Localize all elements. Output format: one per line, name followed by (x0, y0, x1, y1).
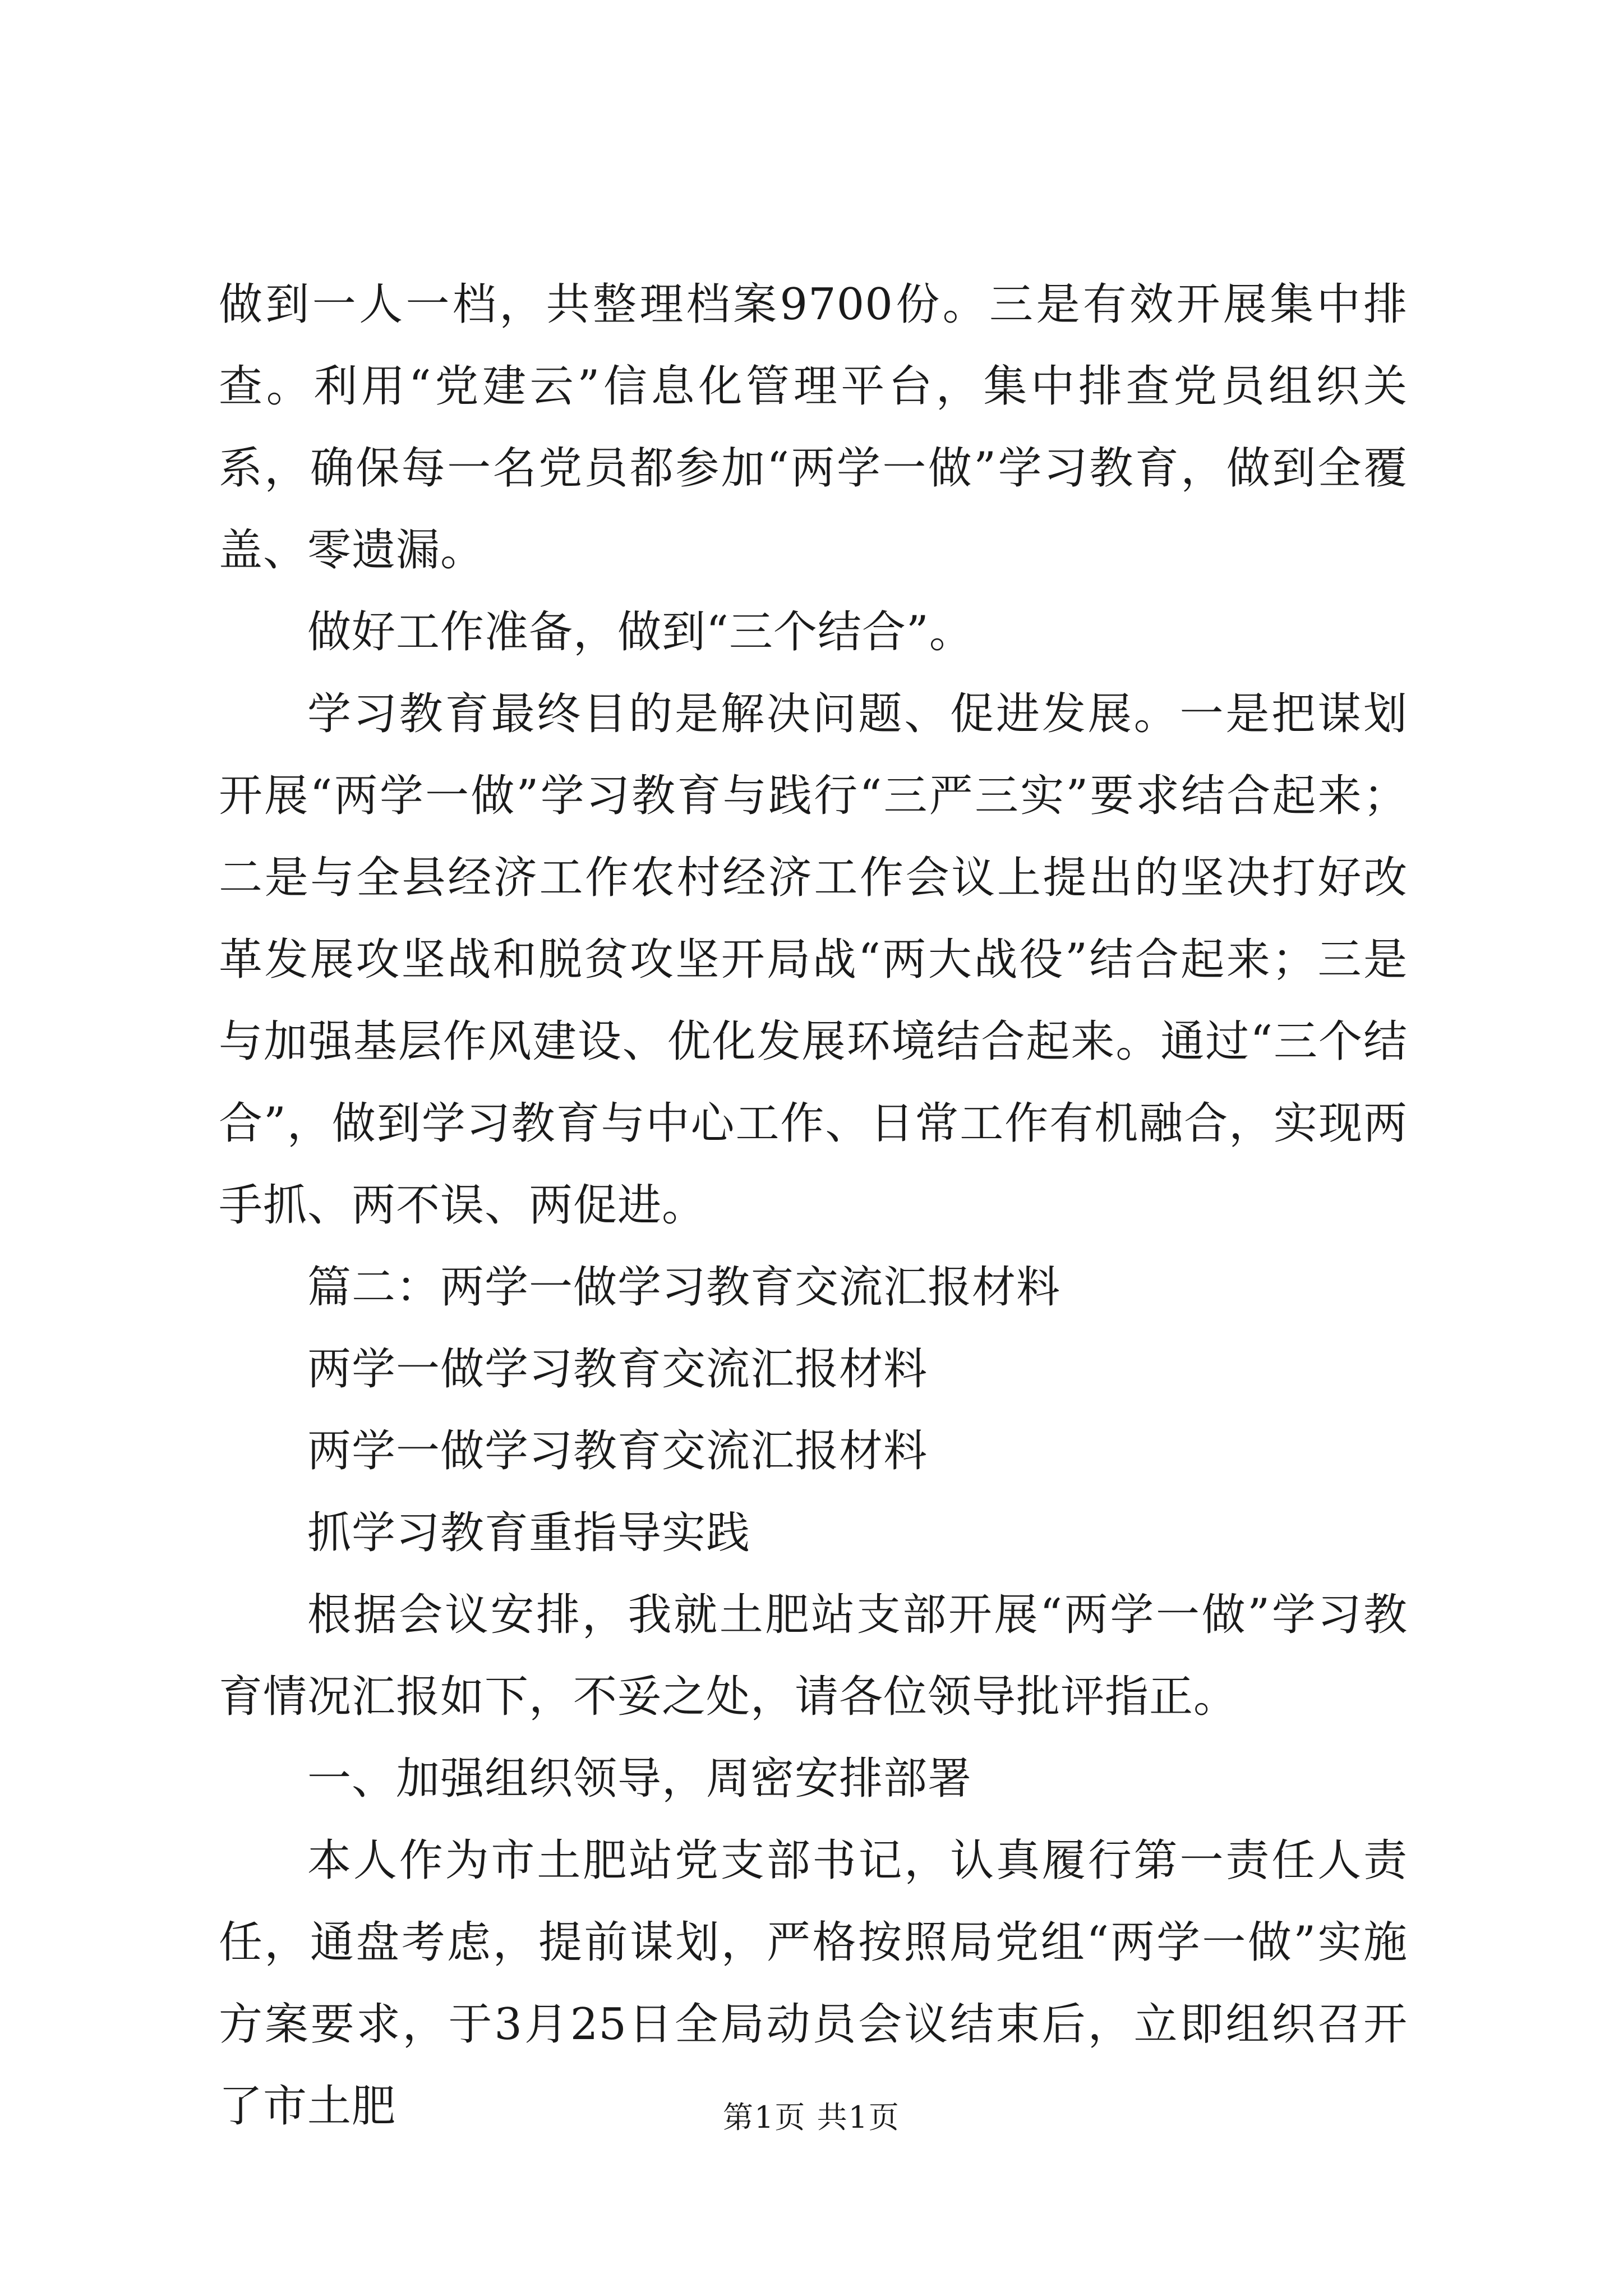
paragraph-heading: 一、加强组织领导，周密安排部署 (307, 1754, 972, 1804)
paragraph: 根据会议安排，我就土肥站支部开展“两学一做”学习教育情况汇报如下，不妥之处，请各位领导批评指正。 (219, 1590, 1408, 1722)
paragraph-heading: 做好工作准备，做到“三个结合”。 (307, 607, 974, 657)
section-title: 篇二：两学一做学习教育交流汇报材料 (307, 1262, 1061, 1313)
document-title: 两学一做学习教育交流汇报材料 (307, 1426, 928, 1476)
document-subtitle: 抓学习教育重指导实践 (307, 1508, 751, 1558)
document-title: 两学一做学习教育交流汇报材料 (307, 1344, 928, 1395)
page-footer: 第1页 共1页 (723, 2100, 900, 2135)
paragraph: 学习教育最终目的是解决问题、促进发展。一是把谋划开展“两学一做”学习教育与践行“三严三实”要求结合起来；二是与全县经济工作农村经济工作会议上提出的坚决打好改革发展攻坚战和脱贫攻坚开局战“两大战役”结合起来；三是与加强基层作风建设、优化发展环境结合起来。通过“三个结合”，做到学习教育与中心工作、日常工作有机融合，实现两手抓、两不误、两促进。 (219, 689, 1408, 1231)
document-body (219, 264, 1408, 2147)
paragraph: 本人作为市土肥站党支部书记，认真履行第一责任人责任，通盘考虑，提前谋划，严格按照局党组“两学一做”实施方案要求，于3月25日全局动员会议结束后，立即组织召开了市土肥 (219, 1835, 1408, 2132)
paragraph-continued: 做到一人一档，共整理档案9700份。三是有效开展集中排查。利用“党建云”信息化管理平台，集中排查党员组织关系，确保每一名党员都参加“两学一做”学习教育，做到全覆盖、零遗漏。 (219, 279, 1408, 576)
